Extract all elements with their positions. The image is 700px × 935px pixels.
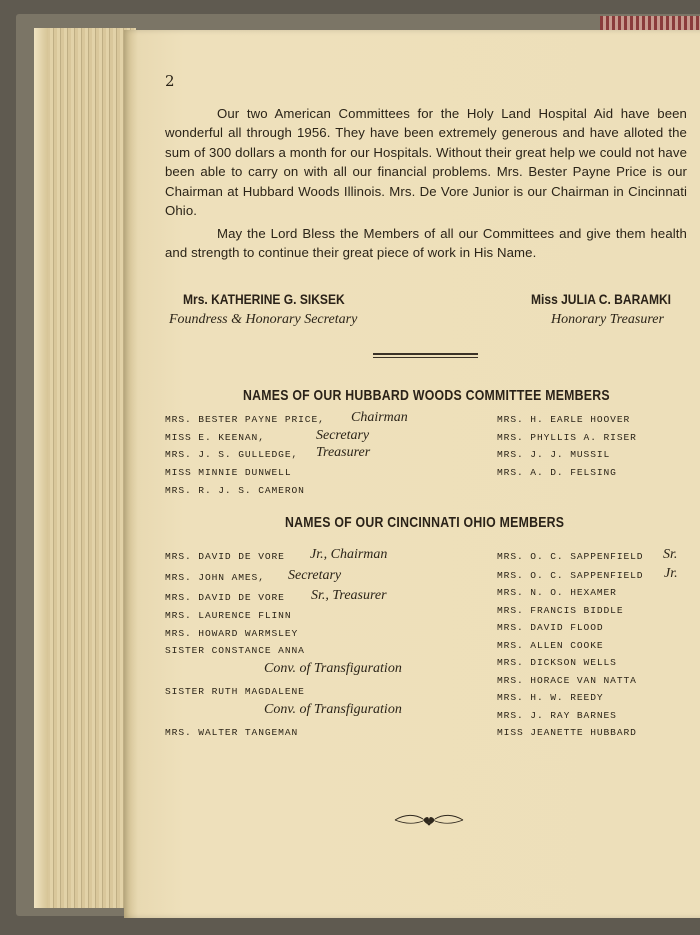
cincinnati-suffix: Jr. (664, 566, 678, 581)
cincinnati-member: MRS. HOWARD WARMSLEY (165, 628, 299, 639)
hubbard-heading: NAMES OF OUR HUBBARD WOODS COMMITTEE MEMBERS (243, 387, 610, 404)
cincinnati-member: SISTER CONSTANCE ANNA (165, 645, 305, 656)
cincinnati-member: MRS. FRANCIS BIDDLE (497, 605, 624, 616)
officer-name-treasurer: Miss JULIA C. BARAMKI (531, 291, 672, 307)
hubbard-member: MRS. BESTER PAYNE PRICE, (165, 414, 325, 425)
cincinnati-member: MRS. DICKSON WELLS (497, 657, 617, 668)
hubbard-role: Chairman (351, 410, 408, 425)
blessing-paragraph: May the Lord Bless the Members of all our Committees and give them health and strength to continue their great piece of work in His Name. (165, 226, 687, 261)
hubbard-member: MRS. R. J. S. CAMERON (165, 485, 305, 496)
hubbard-member: MRS. PHYLLIS A. RISER (497, 432, 637, 443)
cincinnati-member: MRS. O. C. SAPPENFIELD (497, 551, 644, 562)
section-divider-thin (373, 357, 478, 358)
officer-title-foundress: Foundress & Honorary Secretary (169, 312, 358, 327)
cincinnati-member: SISTER RUTH MAGDALENE (165, 686, 305, 697)
section-divider (373, 353, 478, 355)
hubbard-role: Secretary (316, 428, 370, 443)
cincinnati-suffix: Sr. (663, 547, 678, 562)
cincinnati-member: MRS. DAVID DE VORE (165, 551, 285, 562)
hubbard-member: MRS. A. D. FELSING (497, 467, 617, 478)
intro-paragraph: Our two American Committees for the Holy Land Hospital Aid have been wonderful all through 1956. They have been extremely generous and have alloted the sum of 300 dollars a month for our Hospitals. Without their great help we could not have been able to carry on with all our financial problems. Mrs. Bester Payne Price is our Chairman at Hubbard Woods Illinois. Mrs. De Vore Junior is our Chairman in Cincinnati Ohio. (165, 106, 687, 219)
hubbard-role: Treasurer (316, 445, 371, 460)
page-stack-edge (34, 28, 48, 908)
cincinnati-heading: NAMES OF OUR CINCINNATI OHIO MEMBERS (285, 514, 565, 531)
hubbard-member: MISS MINNIE DUNWELL (165, 467, 292, 478)
cover-edge-strip (600, 16, 700, 30)
cincinnati-member: MRS. O. C. SAPPENFIELD (497, 570, 644, 581)
cincinnati-role: Sr., Treasurer (311, 588, 387, 603)
cincinnati-convent: Conv. of Transfiguration (264, 661, 402, 676)
cincinnati-member: MRS. H. W. REEDY (497, 692, 604, 703)
hubbard-member: MRS. H. EARLE HOOVER (497, 414, 631, 425)
cincinnati-member: MRS. HORACE VAN NATTA (497, 675, 637, 686)
cincinnati-member: MRS. DAVID FLOOD (497, 622, 604, 633)
page-stack (34, 28, 136, 908)
cincinnati-member: MRS. N. O. HEXAMER (497, 587, 617, 598)
page-number: 2 (165, 72, 175, 90)
cincinnati-member: MRS. WALTER TANGEMAN (165, 727, 299, 738)
flourish-ornament-icon (393, 812, 465, 828)
hubbard-member: MRS. J. S. GULLEDGE, (165, 449, 299, 460)
cincinnati-role: Jr., Chairman (310, 547, 388, 562)
cincinnati-role: Secretary (288, 568, 342, 583)
cincinnati-member: MISS JEANETTE HUBBARD (497, 727, 637, 738)
officer-name-foundress: Mrs. KATHERINE G. SIKSEK (183, 291, 345, 307)
cincinnati-member: MRS. JOHN AMES, (165, 572, 265, 583)
cincinnati-member: MRS. LAURENCE FLINN (165, 610, 292, 621)
officer-title-treasurer: Honorary Treasurer (551, 312, 664, 327)
hubbard-member: MRS. J. J. MUSSIL (497, 449, 611, 460)
cincinnati-member: MRS. ALLEN COOKE (497, 640, 604, 651)
cincinnati-member: MRS. DAVID DE VORE (165, 592, 285, 603)
hubbard-member: MISS E. KEENAN, (165, 432, 265, 443)
cincinnati-convent: Conv. of Transfiguration (264, 702, 402, 717)
cincinnati-member: MRS. J. RAY BARNES (497, 710, 617, 721)
